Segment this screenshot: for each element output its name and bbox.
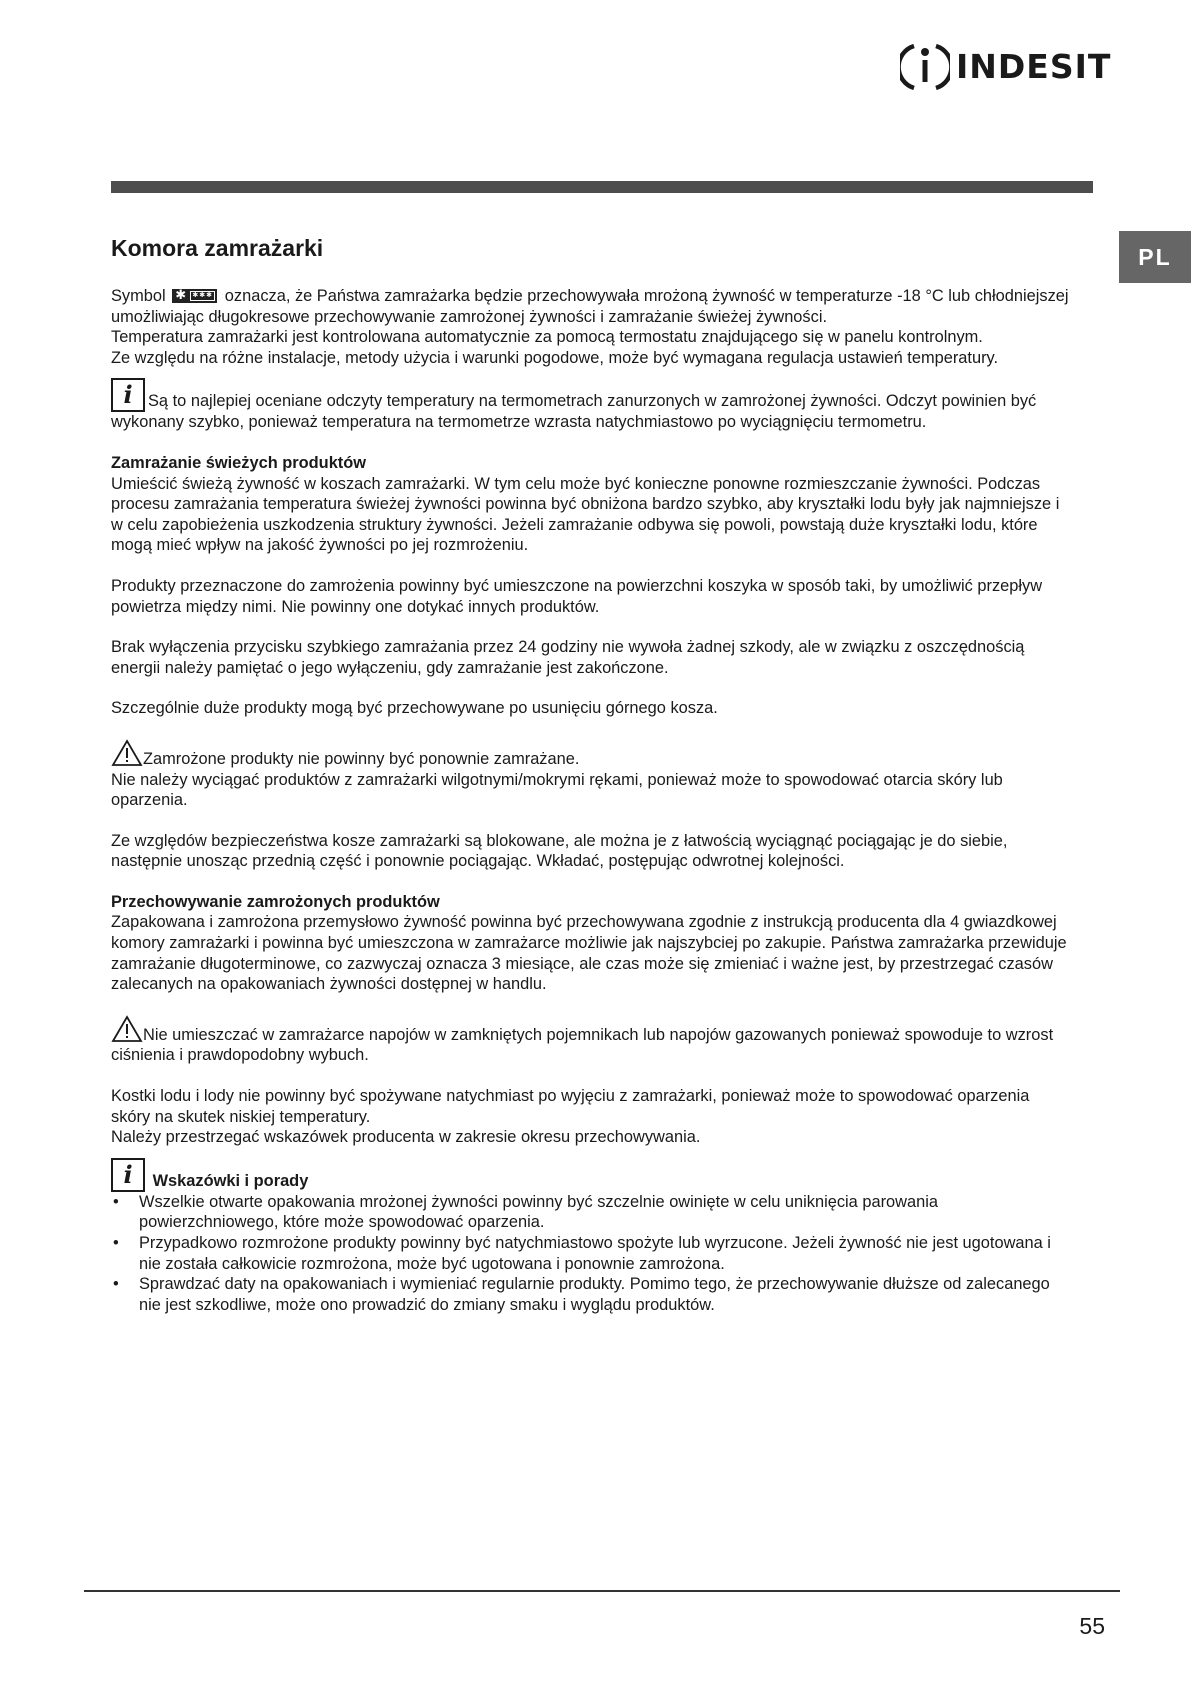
info-note-text: Są to najlepiej oceniane odczyty temperatury na termometrach zanurzonych w zamrożonej żywności. Odczyt powinien być wykonany szybko, ponieważ temperatura na termometrze wzrasta natychmiastowo po wyciągnięciu termometru. xyxy=(111,392,1037,432)
language-tab: PL xyxy=(1119,231,1191,283)
fresh-p5: Nie należy wyciągać produktów z zamrażarki wilgotnymi/mokrymi rękami, ponieważ może to spowodować otarcia skóry lub oparzenia. xyxy=(111,770,1003,810)
list-item: • Sprawdzać daty na opakowaniach i wymieniać regularnie produkty. Pomimo tego, że przechowywanie dłuższe od zalecanego nie jest szkodliwe, może ono prowadzić do zmiany smaku i wyglądu produktów. xyxy=(111,1274,1071,1315)
fresh-p4: Szczególnie duże produkty mogą być przechowywane po usunięciu górnego kosza. xyxy=(111,699,718,718)
page-content xyxy=(111,234,1071,1315)
fresh-heading: Zamrażanie świeżych produktów xyxy=(111,453,367,472)
warning-icon xyxy=(111,739,143,767)
intro-paragraph xyxy=(111,286,1071,327)
fresh-warning xyxy=(111,739,1071,770)
intro-adjustment: Ze względu na różne instalacje, metody użycia i warunki pogodowe, może być wymagana regulacja ustawień temperatury. xyxy=(111,348,999,367)
fresh-p1: Umieścić świeżą żywność w koszach zamrażarki. W tym celu może być konieczne ponowne rozmieszczanie żywności. Podczas procesu zamrażania temperatura świeżej żywności powinna być obniżona bardzo szybko, aby kryształki lodu były jak najmniejsze i w celu zapobieżenia uszkodzenia struktury żywności. Jeżeli zamrażanie odbywa się powoli, powstają duże kryształki lodu, które mogą mieć wpływ na jakość żywności po jej rozmrożeniu. xyxy=(111,474,1060,555)
info-icon: i xyxy=(111,1158,145,1192)
info-note xyxy=(111,378,1071,433)
page-number: 55 xyxy=(1079,1613,1105,1639)
fresh-p2: Produkty przeznaczone do zamrożenia powinny być umieszczone na powierzchni koszyka w sposób taki, by umożliwić przepływ powietrza między nimi. Nie powinny one dotykać innych produktów. xyxy=(111,576,1043,616)
brand-logo xyxy=(900,38,1111,94)
storage-heading: Przechowywanie zamrożonych produktów xyxy=(111,892,440,911)
list-item: • Przypadkowo rozmrożone produkty powinny być natychmiastowo spożyte lub wyrzucone. Jeżeli żywność nie jest ugotowana i nie została całkowicie rozmrożona, może być ugotowana i ponownie zamrożona. xyxy=(111,1233,1071,1274)
storage-p2: Kostki lodu i lody nie powinny być spożywane natychmiast po wyjęciu z zamrażarki, ponieważ może to spowodować oparzenia skóry na skutek niskiej temperatury. xyxy=(111,1087,1030,1126)
indesit-logo-icon xyxy=(900,38,950,94)
footer-rule xyxy=(84,1590,1120,1592)
four-star-freezer-symbol-icon: ✱ ✱✱✱ xyxy=(172,289,217,303)
storage-p3: Należy przestrzegać wskazówek producenta w zakresie okresu przechowywania. xyxy=(111,1128,701,1147)
intro-symbol-suffix: oznacza, że Państwa zamrażarka będzie przechowywała mrożoną żywność w temperaturze -18 °C lub chłodniejszej umożliwiając długokresowe przechowywanie zamrożonej żywności i zamrażanie świeżej żywności. xyxy=(111,287,1069,326)
fresh-section xyxy=(111,453,1071,872)
storage-warning-text: Nie umieszczać w zamrażarce napojów w zamkniętych pojemnikach lub napojów gazowanych ponieważ spowoduje to wzrost ciśnienia i prawdopodobny wybuch. xyxy=(111,1025,1054,1065)
tips-heading: Wskazówki i porady xyxy=(152,1171,309,1190)
storage-p1: Zapakowana i zamrożona przemysłowo żywność powinna być przechowywana zgodnie z instrukcją producenta dla 4 gwiazdkowej komory zamrażarki i powinna być umieszczona w zamrażarce możliwie jak najszybciej po zakupie. Państwa zamrażarka przewiduje zamrażanie długoterminowe, co zazwyczaj oznacza 3 miesiące, ale czas może się zmieniać i ważne jest, by przestrzegać czasów zalecanych na opakowaniach żywności dostępnej w handlu. xyxy=(111,913,1067,994)
warning-icon xyxy=(111,1015,143,1043)
brand-name: INDESIT xyxy=(956,46,1112,86)
fresh-p6: Ze względów bezpieczeństwa kosze zamrażarki są blokowane, ale można je z łatwością wyciągnąć pociągając je do siebie, następnie unosząc przednią część i ponownie pociągając. Wkładać, postępując odwrotnej kolejności. xyxy=(111,831,1008,871)
info-icon: i xyxy=(111,378,145,412)
section-title: Komora zamrażarki xyxy=(111,235,324,261)
fresh-warning-text: Zamrożone produkty nie powinny być ponownie zamrażane. xyxy=(143,749,580,768)
intro-thermostat: Temperatura zamrażarki jest kontrolowana automatycznie za pomocą termostatu znajdującego się w panelu kontrolnym. xyxy=(111,328,983,347)
intro-symbol-prefix: Symbol xyxy=(111,287,166,305)
tips-list xyxy=(111,1192,1071,1316)
storage-section xyxy=(111,892,1071,1148)
storage-warning xyxy=(111,1015,1071,1066)
header-bar xyxy=(111,181,1093,193)
fresh-p3: Brak wyłączenia przycisku szybkiego zamrażania przez 24 godziny nie wywoła żadnej szkody, ale w związku z oszczędnością energii należy pamiętać o jego wyłączeniu, gdy zamrażanie jest zakończone. xyxy=(111,638,1025,677)
tips-section xyxy=(111,1158,1071,1316)
list-item: • Wszelkie otwarte opakowania mrożonej żywności powinny być szczelnie owinięte w celu uniknięcia parowania powierzchniowego, które może spowodować oparzenia. xyxy=(111,1192,1071,1233)
tips-header xyxy=(111,1158,1071,1192)
